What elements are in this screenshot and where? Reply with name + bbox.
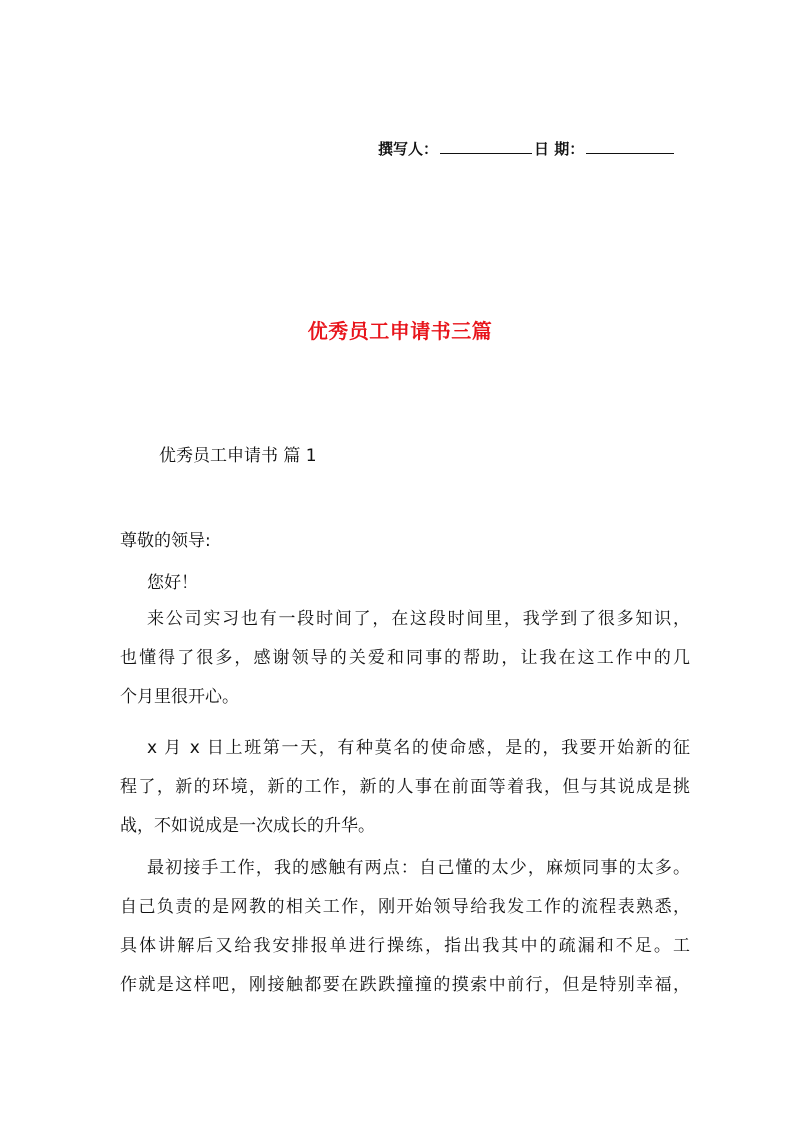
author-date-line [378, 138, 688, 159]
paragraph-1 [120, 600, 690, 717]
paragraph-line: 作就是这样吧，刚接触都要在跌跌撞撞的摸索中前行，但是特别幸福， [120, 975, 690, 995]
author-blank [440, 139, 532, 154]
paragraph-line: 战，不如说成是一次成长的升华。 [120, 816, 375, 836]
paragraph-line: 也懂得了很多，感谢领导的关爱和同事的帮助，让我在这工作中的几 [120, 648, 690, 668]
greeting: 您好！ [147, 573, 198, 593]
paragraph-line: 个月里很开心。 [120, 687, 239, 707]
section-heading: 优秀员工申请书 篇 1 [159, 446, 317, 466]
document-title: 优秀员工申请书三篇 [307, 319, 493, 343]
paragraph-line: x 月 x 日上班第一天，有种莫名的使命感，是的，我要开始新的征 [147, 738, 690, 758]
author-label: 撰写人： [378, 140, 439, 158]
date-label: 日 期： [534, 140, 585, 158]
paragraph-line: 具体讲解后又给我安排报单进行操练，指出我其中的疏漏和不足。工 [120, 936, 690, 956]
paragraph-3 [120, 849, 690, 1005]
salutation: 尊敬的领导: [120, 531, 211, 551]
date-blank [586, 139, 674, 154]
paragraph-line: 最初接手工作，我的感触有两点：自己懂的太少，麻烦同事的太多。 [147, 858, 690, 878]
paragraph-2 [120, 729, 690, 846]
paragraph-line: 自己负责的是网教的相关工作，刚开始领导给我发工作的流程表熟悉， [120, 897, 690, 917]
paragraph-line: 来公司实习也有一段时间了，在这段时间里，我学到了很多知识， [147, 609, 690, 629]
paragraph-line: 程了，新的环境，新的工作，新的人事在前面等着我，但与其说成是挑 [120, 777, 690, 797]
